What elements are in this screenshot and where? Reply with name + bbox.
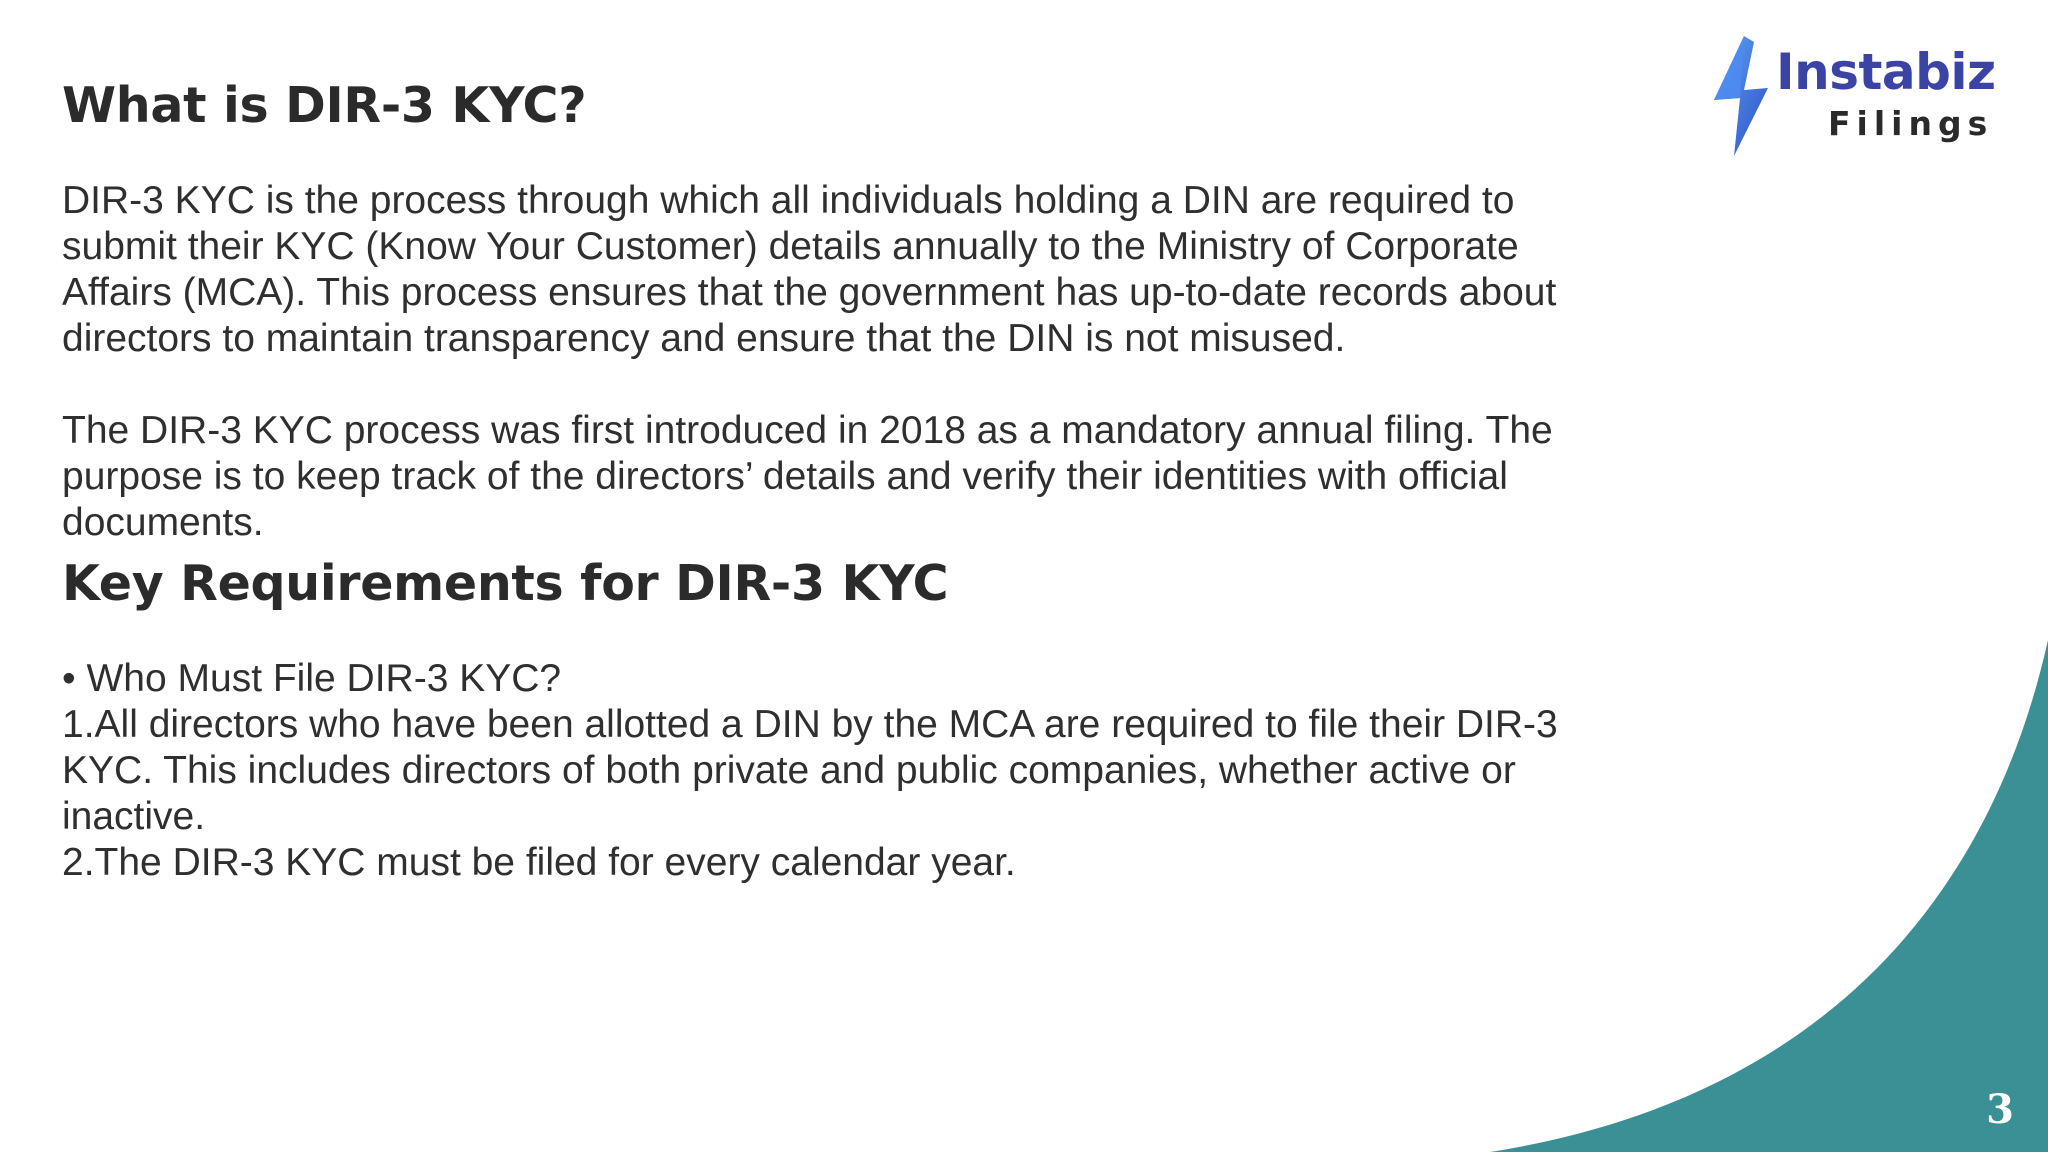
requirements-list	[62, 656, 1652, 886]
page-number: 3	[1986, 1086, 2014, 1133]
paragraph-line: documents.	[62, 501, 264, 544]
paragraph-line: The DIR-3 KYC process was first introduced in 2018 as a mandatory annual filing. The	[62, 409, 1553, 452]
paragraph-line: submit their KYC (Know Your Customer) details annually to the Ministry of Corporate	[62, 225, 1519, 268]
list-item: 2.The DIR-3 KYC must be filed for every calendar year.	[62, 841, 1016, 884]
paragraph-line: Affairs (MCA). This process ensures that the government has up-to-date records about	[62, 271, 1557, 314]
paragraph-line: directors to maintain transparency and ensure that the DIN is not misused.	[62, 317, 1346, 360]
list-item: • Who Must File DIR-3 KYC?	[62, 657, 562, 700]
list-item: KYC. This includes directors of both private and public companies, whether active or	[62, 749, 1516, 792]
list-item: 1.All directors who have been allotted a DIN by the MCA are required to file their DIR-3	[62, 703, 1558, 746]
section-title-what-is: What is DIR-3 KYC?	[62, 77, 587, 134]
brand-subtitle: Filings	[1828, 104, 1994, 143]
slide-content	[62, 68, 1652, 886]
paragraph-line: DIR-3 KYC is the process through which all individuals holding a DIN are required to	[62, 179, 1515, 222]
lightning-bolt-icon	[1710, 34, 1772, 158]
intro-paragraph	[62, 178, 1652, 362]
section-title-key-requirements: Key Requirements for DIR-3 KYC	[62, 555, 949, 612]
history-paragraph	[62, 408, 1652, 546]
paragraph-line: purpose is to keep track of the directors’ details and verify their identities with official	[62, 455, 1508, 498]
brand-logo	[1710, 34, 2000, 164]
brand-name: Instabiz	[1776, 43, 1996, 101]
list-item: inactive.	[62, 795, 206, 838]
